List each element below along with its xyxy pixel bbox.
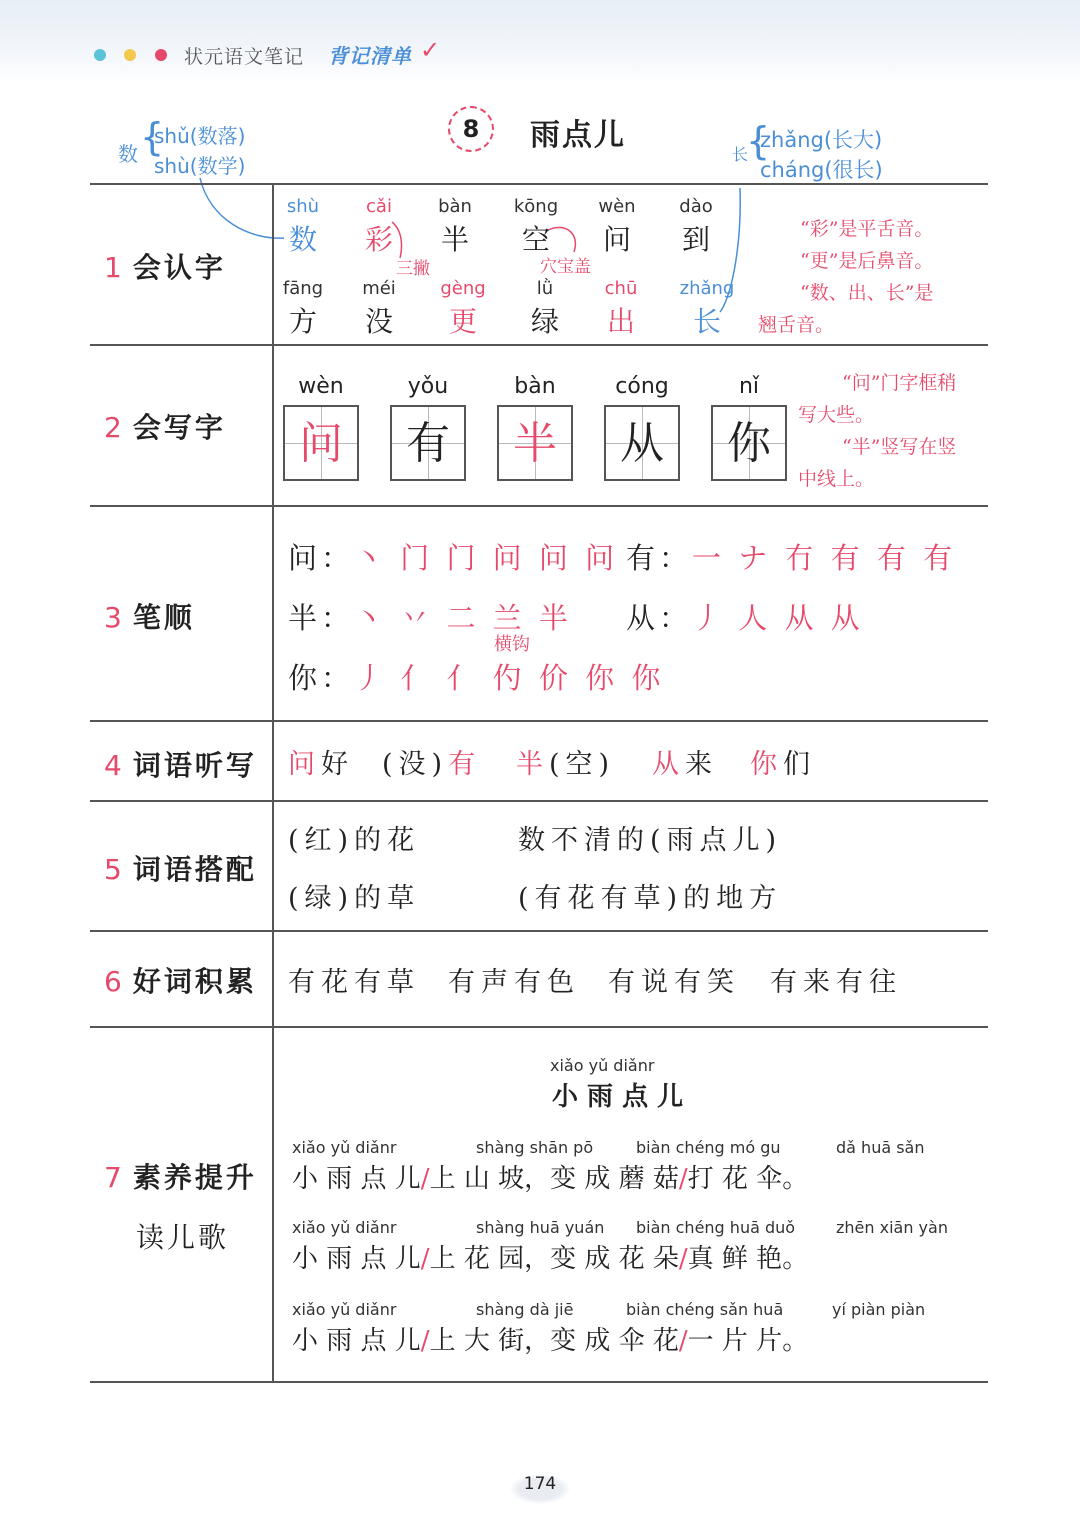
char: 问 — [602, 223, 631, 256]
table-rule — [90, 800, 988, 802]
pinyin: zhǎng — [679, 278, 735, 299]
dictation-word: 从来 — [652, 749, 718, 780]
table-rule — [90, 720, 988, 722]
pinyin: lǜ — [536, 278, 554, 299]
note-line: 中线上。 — [798, 468, 875, 490]
pinyin: bàn — [514, 374, 556, 399]
sub-brand: 背记清单 — [328, 44, 412, 68]
shu-note-char: 数 — [118, 142, 138, 166]
poem-pinyin: zhēn xiān yàn — [836, 1218, 948, 1237]
table-rule — [90, 183, 988, 185]
poem-line: 小 雨 点 儿/上 山 坡，变 成 蘑 菇/打 花 伞。 — [292, 1164, 809, 1194]
stroke-hint: 横钩 — [494, 634, 530, 655]
pinyin: nǐ — [738, 374, 760, 399]
section-4-label: 4 词语听写 — [104, 749, 257, 782]
note-line: 翘舌音。 — [758, 314, 835, 336]
poem-pinyin: yí piàn piàn — [832, 1300, 926, 1319]
good-word: 有说有笑 — [608, 967, 740, 998]
writing-grid: 问 — [283, 405, 359, 481]
pinyin: gèng — [440, 278, 486, 299]
table-rule — [90, 344, 988, 346]
brace-icon: { — [140, 115, 165, 159]
stroke-order-cong: 从：丿 人 从 从 — [626, 601, 864, 635]
shu-reading-1: shǔ(数落) — [154, 124, 246, 148]
char: 到 — [681, 223, 710, 256]
poem-pinyin: xiǎo yǔ diǎnr — [292, 1218, 397, 1237]
radical-hint: 穴宝盖 — [540, 257, 591, 277]
shu-reading-2: shù(数学) — [154, 154, 246, 178]
pinyin: fāng — [282, 278, 324, 299]
writing-grid: 有 — [390, 405, 466, 481]
char: 半 — [440, 223, 469, 256]
good-word: 有花有草 — [288, 967, 420, 998]
table-rule — [90, 1026, 988, 1028]
char: 空 — [521, 223, 550, 256]
chang-reading-1: zhǎng(长大) — [760, 128, 883, 152]
poem-pinyin: biàn chéng sǎn huā — [626, 1300, 784, 1319]
chang-reading-2: cháng(很长) — [760, 158, 883, 182]
poem-pinyin: dǎ huā sǎn — [836, 1138, 925, 1157]
note-line: “更”是后鼻音。 — [800, 250, 934, 272]
good-word: 有声有色 — [448, 967, 580, 998]
brand-name: 状元语文笔记 — [184, 46, 305, 68]
section-6-label: 6 好词积累 — [104, 965, 257, 998]
stroke-order-wen: 问：丶 门 门 问 问 问 — [288, 541, 619, 575]
pinyin: cóng — [615, 374, 669, 399]
section-1-label: 1 会认字 — [104, 251, 226, 284]
good-word: 有来有往 — [770, 967, 902, 998]
dictation-word: 问好 — [288, 749, 354, 780]
pinyin: wèn — [598, 196, 636, 217]
poem-pinyin: shàng dà jiē — [476, 1300, 574, 1319]
poem-pinyin: biàn chéng huā duǒ — [636, 1218, 796, 1237]
char: 出 — [606, 305, 635, 338]
pinyin: cǎi — [366, 196, 392, 217]
poem-pinyin: xiǎo yǔ diǎnr — [292, 1300, 397, 1319]
collocation: (有花有草)的地方 — [518, 883, 783, 914]
char: 绿 — [530, 305, 559, 338]
poem-pinyin: xiǎo yǔ diǎnr — [292, 1138, 397, 1157]
poem-title: 小 雨 点 儿 — [552, 1082, 684, 1112]
table-rule — [90, 1381, 988, 1383]
char: 彩 — [364, 223, 393, 256]
poem-title-pinyin: xiǎo yǔ diǎnr — [550, 1056, 655, 1075]
note-line: 写大些。 — [798, 404, 875, 426]
stroke-order-you: 有：一 ナ 冇 有 有 有 — [626, 541, 957, 575]
note-line: “彩”是平舌音。 — [800, 218, 934, 240]
stroke-order-ban: 半：丶 丷 二 兰 半 — [288, 601, 572, 635]
stroke-hint: 三撇 — [396, 259, 430, 279]
pinyin: shù — [286, 196, 320, 217]
lesson-title: 雨点儿 — [530, 118, 626, 153]
poem-pinyin: shàng huā yuán — [476, 1218, 605, 1237]
pinyin: kōng — [513, 196, 559, 217]
char: 更 — [448, 305, 477, 338]
pinyin: chū — [604, 278, 638, 299]
char: 方 — [288, 305, 317, 338]
poem-pinyin: shàng shān pō — [476, 1138, 594, 1157]
table-rule — [90, 505, 988, 507]
pinyin: yǒu — [407, 374, 449, 399]
note-line: “半”竖写在竖 — [842, 436, 957, 458]
pinyin: méi — [362, 278, 396, 299]
poem-line: 小 雨 点 儿/上 大 街，变 成 伞 花/一 片 片。 — [292, 1326, 809, 1356]
chang-note-char: 长 — [732, 145, 749, 164]
char: 没 — [364, 305, 393, 338]
section-7-sub: 读儿歌 — [136, 1221, 230, 1254]
writing-grid: 你 — [711, 405, 787, 481]
note-line: “问”门字框稍 — [842, 372, 957, 394]
collocation: (绿)的草 — [288, 883, 421, 914]
column-divider — [272, 184, 274, 1382]
checkmark-icon: ✓ — [420, 36, 441, 64]
char: 长 — [692, 305, 721, 338]
note-line: “数、出、长”是 — [800, 282, 934, 304]
writing-grid: 从 — [604, 405, 680, 481]
writing-grid: 半 — [497, 405, 573, 481]
pinyin: wèn — [298, 374, 344, 399]
section-3-label: 3 笔顺 — [104, 601, 195, 634]
pinyin: bàn — [438, 196, 472, 217]
dictation-word: 半(空) — [516, 749, 616, 780]
table-rule — [90, 930, 988, 932]
dictation-word: (没)有 — [382, 749, 482, 780]
collocation: 数不清的(雨点儿) — [518, 825, 783, 856]
poem-pinyin: biàn chéng mó gu — [636, 1138, 781, 1157]
collocation: (红)的花 — [288, 825, 421, 856]
stroke-order-ni: 你：丿 亻 亻 仢 价 你 你 — [288, 661, 665, 695]
pinyin: dào — [679, 196, 713, 217]
char: 数 — [288, 223, 317, 256]
poem-line: 小 雨 点 儿/上 花 园，变 成 花 朵/真 鲜 艳。 — [292, 1244, 809, 1274]
lesson-number: 8 — [448, 106, 494, 152]
section-7-label: 7 素养提升 — [104, 1161, 257, 1194]
page-number: 174 — [510, 1474, 570, 1504]
section-2-label: 2 会写字 — [104, 411, 226, 444]
dictation-word: 你们 — [750, 749, 816, 780]
brace-icon: { — [746, 119, 771, 163]
section-5-label: 5 词语搭配 — [104, 853, 257, 886]
